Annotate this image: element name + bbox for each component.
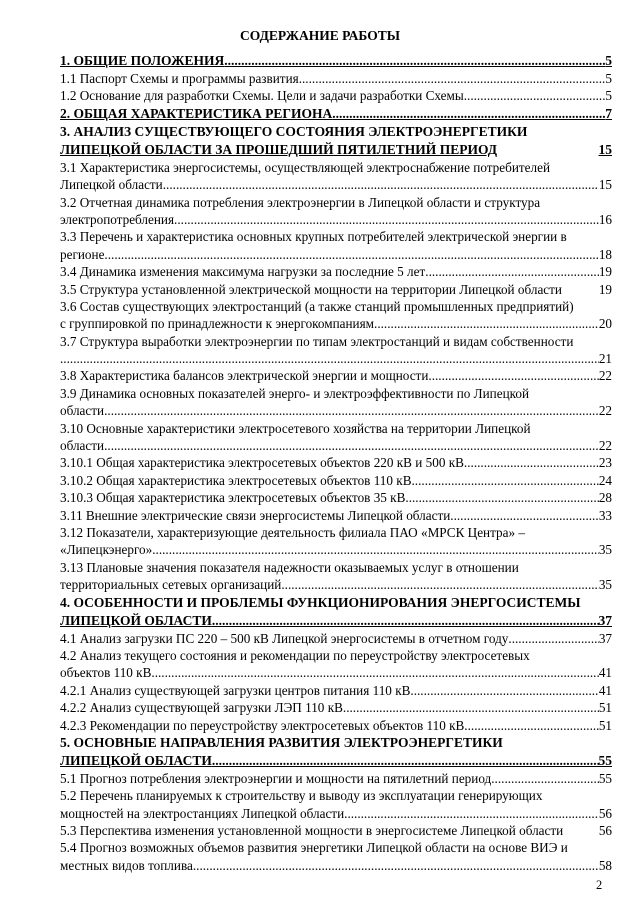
toc-page-number: 5: [605, 71, 612, 86]
toc-subsection-entry[interactable]: [60, 159, 612, 194]
toc-subsection-entry[interactable]: [60, 385, 612, 420]
toc-entry-text-line: 3.7 Структура выработки электроэнергии по типам электростанций и видам собственности: [60, 333, 574, 349]
toc-entry-text-line: 3.6 Состав существующих электростанций (а также станций промышленных предприятий): [60, 298, 574, 314]
toc-page-number: 15: [598, 141, 612, 157]
toc-entry-text: ЛИПЕЦКОЙ ОБЛАСТИ ЗА ПРОШЕДШИЙ ПЯТИЛЕТНИЙ ПЕРИОД: [60, 141, 498, 157]
toc-dot-leader: [212, 752, 599, 770]
toc-dot-leader: [151, 664, 598, 681]
toc-dot-leader: [299, 70, 606, 87]
toc-entry-text: 5.1 Прогноз потребления электроэнергии и мощности на пятилетний период: [60, 770, 492, 786]
toc-dot-leader: [104, 402, 599, 419]
toc-entry-text: с группировкой по принадлежности к энергокомпаниям: [60, 316, 375, 332]
toc-entry-text: 4.1 Анализ загрузки ПС 220 – 500 кВ Липецкой энергосистемы в отчетном году: [60, 630, 509, 646]
toc-subsection-entry[interactable]: [60, 717, 612, 734]
toc-page-number: 16: [598, 211, 612, 227]
toc-page-number: 22: [598, 368, 612, 384]
toc-entry-text: 3.10.2 Общая характеристика электросетевых объектов 110 кВ: [60, 472, 412, 488]
toc-page-number: 20: [598, 316, 612, 332]
toc-page-number: 22: [598, 438, 612, 454]
toc-page-number: 7: [605, 105, 612, 121]
toc-entry-text-line: 3.10 Основные характеристики электросетевого хозяйства на территории Липецкой: [60, 420, 531, 436]
toc-dot-leader: [343, 699, 599, 716]
toc-page-number: 37: [598, 630, 612, 646]
toc-entry-text: объектов 110 кВ: [60, 665, 152, 681]
toc-page-number: 5: [605, 53, 612, 68]
toc-page-number: 5: [605, 88, 612, 104]
toc-page-number: 23: [598, 455, 612, 471]
toc-entry-text: 3.4 Динамика изменения максимума нагрузки за последние 5 лет: [60, 264, 426, 280]
toc-entry-text: 4.2.3 Рекомендации по переустройству электросетевых объектов 110 кВ: [60, 717, 465, 733]
toc-subsection-entry[interactable]: [60, 839, 612, 874]
toc-page-number: 18: [598, 246, 612, 262]
toc-entry-text: мощностей на электростанциях Липецкой области: [60, 805, 345, 821]
toc-entry-text: 3.8 Характеристика балансов электрической энергии и мощности: [60, 368, 429, 384]
toc-page-number: 51: [598, 700, 612, 716]
toc-page-number: 55: [598, 770, 612, 786]
toc-dot-leader: [425, 263, 599, 280]
toc-dot-leader: [410, 682, 598, 699]
toc-dot-leader: [464, 87, 606, 104]
toc-entry-text: территориальных сетевых организаций: [60, 577, 282, 593]
toc-dot-leader: [212, 612, 599, 630]
toc-subsection-entry[interactable]: [60, 228, 612, 263]
toc-dot-leader: [152, 541, 599, 558]
toc-entry-text-line: 5.4 Прогноз возможных объемов развития энергетики Липецкой области на основе ВИЭ и: [60, 840, 568, 856]
toc-entry-text-line: 5. ОСНОВНЫЕ НАПРАВЛЕНИЯ РАЗВИТИЯ ЭЛЕКТРОЭНЕРГЕТИКИ: [60, 734, 503, 750]
toc-entry-text: области: [60, 438, 105, 454]
toc-page-number: 35: [598, 542, 612, 558]
toc-subsection-entry[interactable]: [60, 699, 612, 716]
toc-dot-leader: [464, 454, 599, 471]
toc-page-number: 33: [598, 507, 612, 523]
toc-subsection-entry[interactable]: [60, 87, 612, 104]
toc-entry-text: 1.2 Основание для разработки Схемы. Цели и задачи разработки Схемы: [60, 88, 464, 104]
toc-entry-text-line: 3.12 Показатели, характеризующие деятельность филиала ПАО «МРСК Центра» –: [60, 524, 525, 540]
toc-section-entry[interactable]: [60, 52, 612, 70]
toc-entry-text: 5.3 Перспектива изменения установленной мощности в энергосистеме Липецкой области: [60, 823, 564, 839]
toc-entry-text: 2. ОБЩАЯ ХАРАКТЕРИСТИКА РЕГИОНА: [60, 105, 333, 121]
toc-page-number: 41: [598, 665, 612, 681]
toc-subsection-entry[interactable]: [60, 489, 612, 506]
toc-section-entry[interactable]: [60, 734, 612, 770]
toc-dot-leader: [104, 246, 598, 263]
toc-dot-leader: [281, 576, 598, 593]
toc-subsection-entry[interactable]: [60, 787, 612, 822]
toc-entry-text-line: 4.2 Анализ текущего состояния и рекомендации по переустройству электросетевых: [60, 647, 530, 663]
toc-entry-text-line: 3.3 Перечень и характеристика основных крупных потребителей электрической энергии в: [60, 229, 567, 245]
toc-dot-leader: [104, 437, 599, 454]
toc-section-entry[interactable]: [60, 123, 612, 159]
table-of-contents: [60, 52, 612, 874]
toc-page-number: 28: [598, 490, 612, 506]
toc-subsection-entry[interactable]: [60, 507, 612, 524]
toc-subsection-entry[interactable]: [60, 298, 612, 333]
toc-entry-text: 3.10.1 Общая характеристика электросетевых объектов 220 кВ и 500 кВ: [60, 455, 464, 471]
toc-dot-leader: [224, 52, 605, 70]
toc-subsection-entry[interactable]: [60, 559, 612, 594]
toc-dot-leader: [428, 367, 598, 384]
toc-entry-text: регионе: [60, 246, 105, 262]
toc-page-number: 35: [598, 577, 612, 593]
toc-entry-text: 1. ОБЩИЕ ПОЛОЖЕНИЯ: [60, 53, 225, 68]
toc-entry-text-line: 3.13 Плановые значения показателя надежности оказываемых услуг в отношении: [60, 559, 519, 575]
toc-entry-text-line: 3.9 Динамика основных показателей энерго- и электроэффективности по Липецкой: [60, 385, 530, 401]
toc-entry-text: области: [60, 403, 105, 419]
toc-page-number: 21: [598, 351, 612, 367]
toc-title: СОДЕРЖАНИЕ РАБОТЫ: [240, 28, 400, 43]
toc-entry-text: 4.2.2 Анализ существующей загрузки ЛЭП 110 кВ: [60, 700, 343, 716]
toc-subsection-entry[interactable]: [60, 454, 612, 471]
toc-page-number: 22: [598, 403, 612, 419]
toc-entry-text: местных видов топлива: [60, 857, 193, 873]
toc-page-number: 56: [598, 805, 612, 821]
toc-entry-text-line: 5.2 Перечень планируемых к строительству и выводу из эксплуатации генерирующих: [60, 788, 543, 804]
toc-dot-leader: [412, 472, 599, 489]
toc-subsection-entry[interactable]: [60, 630, 612, 647]
toc-subsection-entry[interactable]: [60, 281, 612, 298]
toc-entry-text-line: 3.2 Отчетная динамика потребления электроэнергии в Липецкой области и структура: [60, 194, 541, 210]
toc-dot-leader: [174, 211, 599, 228]
toc-entry-text: Липецкой области: [60, 177, 163, 193]
toc-entry-text: ЛИПЕЦКОЙ ОБЛАСТИ: [60, 612, 212, 628]
toc-page-number: 37: [598, 612, 612, 628]
toc-subsection-entry[interactable]: [60, 194, 612, 229]
toc-subsection-entry[interactable]: [60, 70, 612, 87]
page-number: 2: [596, 878, 603, 892]
toc-section-entry[interactable]: [60, 594, 612, 630]
toc-entry-text: ЛИПЕЦКОЙ ОБЛАСТИ: [60, 752, 212, 768]
toc-entry-text: 3.5 Структура установленной электрической мощности на территории Липецкой области: [60, 281, 562, 297]
toc-entry-text: электропотребления: [60, 211, 175, 227]
toc-entry-text: «Липецкэнерго»: [60, 542, 153, 558]
toc-page-number: 56: [598, 823, 612, 839]
toc-entry-text-line: 3.1 Характеристика энергосистемы, осуществляющей электроснабжение потребителей: [60, 159, 550, 175]
toc-page-number: 15: [598, 177, 612, 193]
toc-dot-leader: [450, 507, 599, 524]
toc-page-number: 51: [598, 717, 612, 733]
toc-subsection-entry[interactable]: [60, 263, 612, 280]
toc-page-number: 24: [598, 472, 612, 488]
toc-entry-text: 3.10.3 Общая характеристика электросетевых объектов 35 кВ: [60, 490, 406, 506]
toc-subsection-entry[interactable]: [60, 333, 612, 368]
toc-entry-text: 1.1 Паспорт Схемы и программы развития: [60, 71, 299, 86]
toc-subsection-entry[interactable]: [60, 420, 612, 455]
toc-subsection-entry[interactable]: [60, 822, 612, 839]
toc-dot-leader: [405, 489, 598, 506]
toc-entry-text-line: 3. АНАЛИЗ СУЩЕСТВУЮЩЕГО СОСТОЯНИЯ ЭЛЕКТРОЭНЕРГЕТИКИ: [60, 123, 528, 139]
toc-dot-leader: [374, 315, 599, 332]
toc-subsection-entry[interactable]: [60, 524, 612, 559]
toc-page-number: 19: [598, 264, 612, 280]
toc-page-number: 58: [598, 857, 612, 873]
toc-subsection-entry[interactable]: [60, 367, 612, 384]
toc-entry-text-line: 4. ОСОБЕННОСТИ И ПРОБЛЕМЫ ФУНКЦИОНИРОВАНИЯ ЭНЕРГОСИСТЕМЫ: [60, 594, 581, 610]
toc-entry-text: 3.11 Внешние электрические связи энергосистемы Липецкой области: [60, 507, 451, 523]
toc-dot-leader: [508, 630, 598, 647]
toc-page-number: 19: [598, 281, 612, 297]
toc-dot-leader: [491, 770, 599, 787]
toc-page-number: 55: [598, 752, 612, 768]
toc-subsection-entry[interactable]: [60, 770, 612, 787]
toc-dot-leader: [332, 105, 605, 123]
toc-subsection-entry[interactable]: [60, 472, 612, 489]
toc-page-number: 41: [598, 682, 612, 698]
toc-entry-text: 4.2.1 Анализ существующей загрузки центров питания 110 кВ: [60, 682, 411, 698]
toc-dot-leader: [193, 857, 599, 874]
toc-dot-leader: [60, 350, 599, 367]
toc-dot-leader: [464, 717, 599, 734]
toc-dot-leader: [163, 176, 599, 193]
toc-section-entry[interactable]: [60, 105, 612, 123]
toc-subsection-entry[interactable]: [60, 682, 612, 699]
toc-dot-leader: [344, 805, 599, 822]
toc-subsection-entry[interactable]: [60, 647, 612, 682]
